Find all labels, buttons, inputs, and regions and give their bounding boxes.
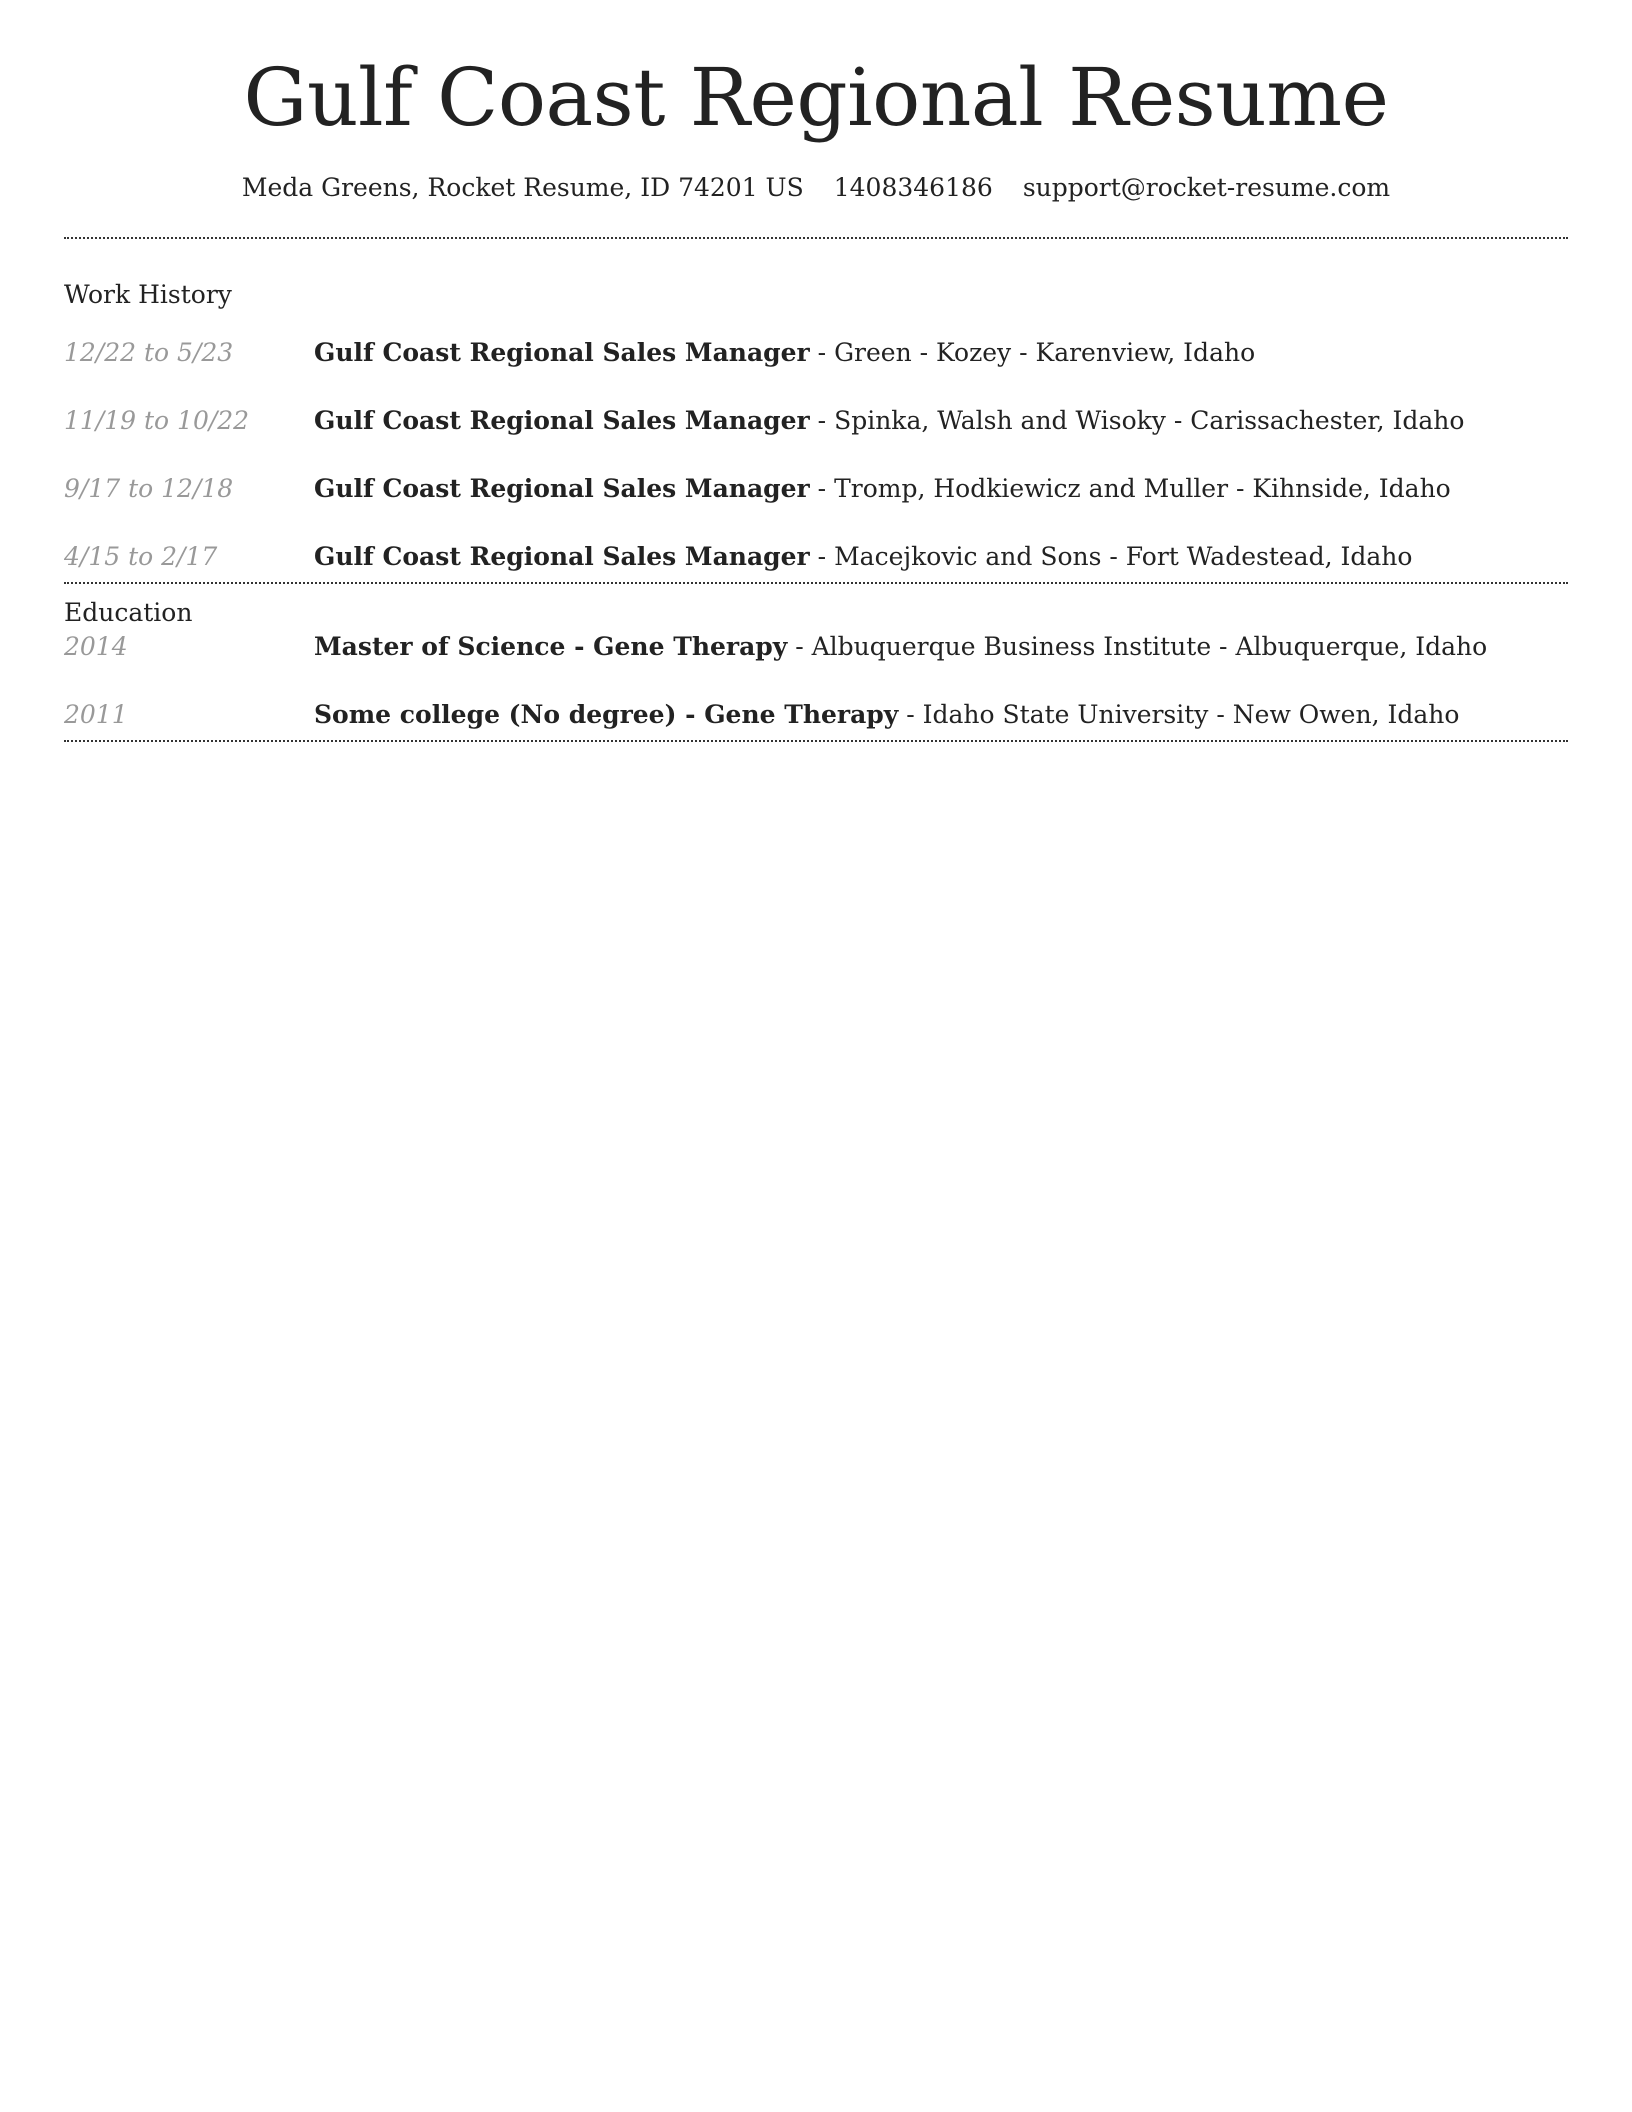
work-entry-date: 12/22 to 5/23 xyxy=(64,338,234,367)
work-entry-title: Gulf Coast Regional Sales Manager xyxy=(314,338,810,367)
education-entry-degree: Some college (No degree) - Gene Therapy xyxy=(314,700,899,729)
work-history-heading: Work History xyxy=(64,280,232,309)
resume-title: Gulf Coast Regional Resume xyxy=(243,51,1389,144)
work-entry-title: Gulf Coast Regional Sales Manager xyxy=(314,474,810,503)
education-section xyxy=(64,596,1568,732)
work-entry-detail xyxy=(314,404,1568,438)
education-entry-detail xyxy=(314,630,1568,664)
contact-line xyxy=(64,172,1568,204)
education-entry-degree: Master of Science - Gene Therapy xyxy=(314,632,788,661)
education-heading: Education xyxy=(64,598,193,627)
work-entry xyxy=(64,336,1568,370)
contact-phone: 1408346186 xyxy=(833,173,993,202)
education-entry-school: - Albuquerque Business Institute - Albuquerque, Idaho xyxy=(787,632,1488,661)
contact-address: Meda Greens, Rocket Resume, ID 74201 US xyxy=(241,173,804,202)
education-entry xyxy=(64,630,1568,664)
work-entry-date: 4/15 to 2/17 xyxy=(64,542,218,571)
work-entry xyxy=(64,540,1568,574)
work-entry xyxy=(64,404,1568,438)
work-entry xyxy=(64,472,1568,506)
resume-page xyxy=(64,0,1568,742)
education-entry-date: 2014 xyxy=(64,632,128,661)
education-entry-detail xyxy=(314,698,1568,732)
work-entry-detail xyxy=(314,336,1568,370)
work-entry-employer: - Tromp, Hodkiewicz and Muller - Kihnside, Idaho xyxy=(809,474,1451,503)
education-divider xyxy=(64,740,1568,742)
header-divider xyxy=(64,237,1568,239)
work-entry-title: Gulf Coast Regional Sales Manager xyxy=(314,406,810,435)
work-entry-title: Gulf Coast Regional Sales Manager xyxy=(314,542,810,571)
work-entry-date: 11/19 to 10/22 xyxy=(64,406,250,435)
work-entry-employer: - Spinka, Walsh and Wisoky - Carissachester, Idaho xyxy=(809,406,1465,435)
work-history-section xyxy=(64,278,1568,574)
education-entry xyxy=(64,698,1568,732)
work-entry-employer: - Green - Kozey - Karenview, Idaho xyxy=(809,338,1256,367)
work-entry-detail xyxy=(314,540,1568,574)
work-entry-date: 9/17 to 12/18 xyxy=(64,474,234,503)
contact-email: support@rocket-resume.com xyxy=(1022,173,1391,202)
work-entry-employer: - Macejkovic and Sons - Fort Wadestead, Idaho xyxy=(809,542,1413,571)
work-history-divider xyxy=(64,582,1568,584)
education-entry-date: 2011 xyxy=(64,700,128,729)
work-entry-detail xyxy=(314,472,1568,506)
education-entry-school: - Idaho State University - New Owen, Idaho xyxy=(898,700,1460,729)
